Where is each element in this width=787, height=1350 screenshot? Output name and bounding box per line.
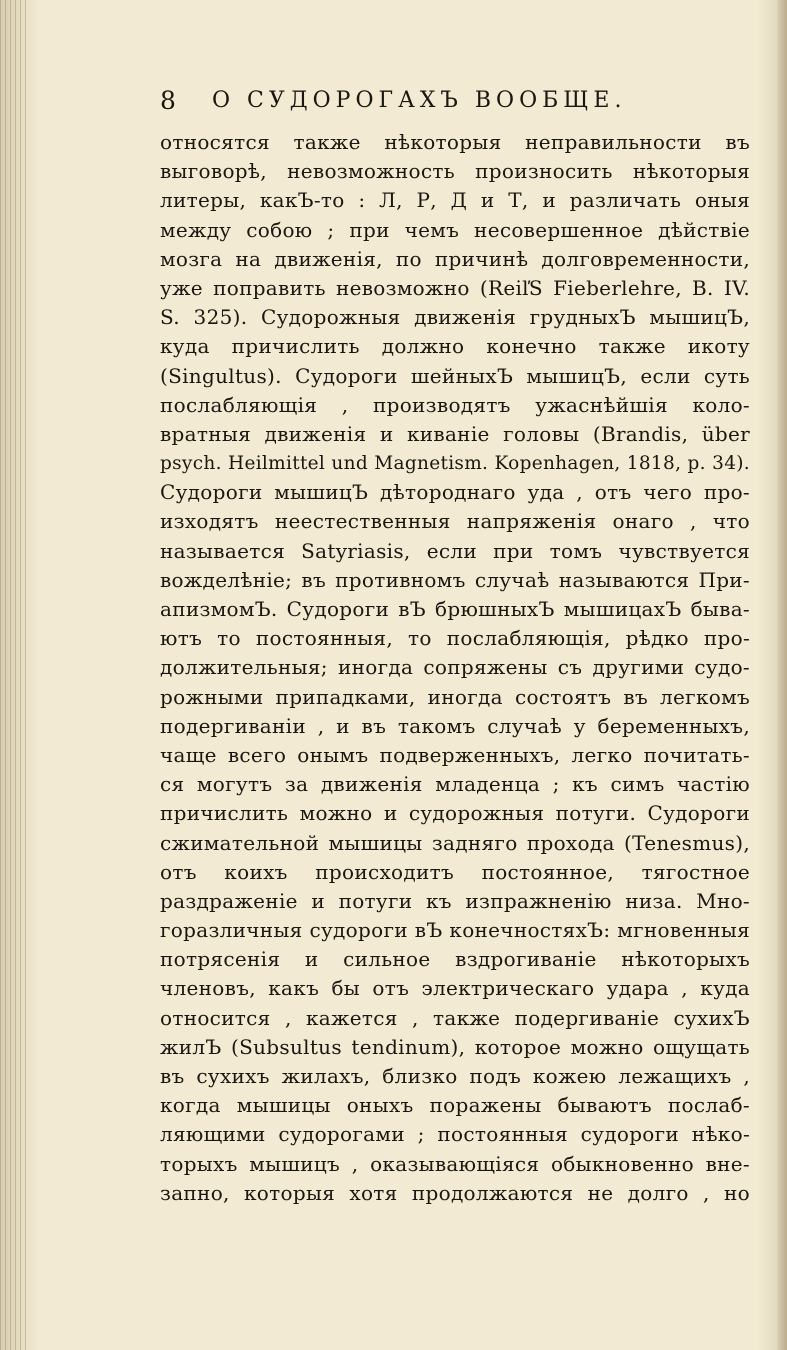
page-binding-edge [0, 0, 26, 1350]
text-line: запно, которыя хотя продолжаются не долго , но [160, 1180, 750, 1205]
text-line: относится , кажется , также подергиваніе сухихЪ [160, 1005, 750, 1030]
text-line: горазличныя судороги вЪ конечностяхЪ: мгновенныя [160, 918, 750, 943]
text-line: между собою ; при чемъ несовершенное дѣйствіе [160, 217, 750, 242]
text-line: psych. Heilmittel und Magnetism. Kopenhagen, 1818, p. 34). [160, 453, 750, 475]
text-line: уже поправить невозможно (ReiľS Fieberlehre, B. IV. [160, 275, 750, 300]
text-line: подергиваніи , и въ такомъ случаѣ у беременныхъ, [160, 713, 750, 738]
text-line: торыхъ мышицъ , оказывающіяся обыкновенно вне- [160, 1151, 750, 1176]
text-line: ляющими судорогами ; постоянныя судороги нѣко- [160, 1122, 750, 1147]
page-header [160, 86, 630, 122]
text-line: изходятъ неестественныя напряженія онаго , что [160, 509, 750, 534]
text-line: сжимательной мышицы задняго прохода (Tenesmus), [160, 830, 750, 855]
text-line: раздраженіе и потуги къ изпражненію низа. Мно- [160, 888, 750, 913]
text-line: жилЪ (Subsultus tendinum), которое можно ощущать [160, 1034, 750, 1059]
text-line: ютъ то постоянныя, то послабляющія, рѣдко про- [160, 626, 750, 651]
text-line: апизмомЪ. Судороги вЪ брюшныхЪ мышицахЪ быва- [160, 597, 750, 621]
text-line: причислить можно и судорожныя потуги. Судороги [160, 801, 750, 826]
text-line: выговорѣ, невозможность произносить нѣкоторыя [160, 159, 750, 184]
text-line: относятся также нѣкоторыя неправильности въ [160, 130, 750, 154]
text-line: Судороги мышицЪ дѣтороднаго уда , отъ чего про- [160, 480, 750, 505]
text-line: вожделѣніе; въ противномъ случаѣ называются При- [160, 567, 750, 592]
text-line: послабляющія , производятъ ужаснѣйшія коло- [160, 392, 750, 417]
text-line: должительныя; иногда сопряжены съ другими судо- [160, 655, 750, 680]
text-line: ся могутъ за движенія младенца ; къ симъ частію [160, 772, 750, 797]
text-line: мозга на движенія, по причинѣ долговременности, [160, 246, 750, 271]
text-line: потрясенія и сильное вздрогиваніе нѣкоторыхъ [160, 947, 750, 972]
body-text [160, 128, 750, 1208]
text-line: S. 325). Судорожныя движенія грудныхЪ мышицЪ, [160, 305, 750, 330]
text-line: (Singultus). Судороги шейныхЪ мышицЪ, если суть [160, 363, 750, 388]
page-right-edge [777, 0, 787, 1350]
text-line: куда причислить должно конечно также икоту [160, 334, 750, 359]
text-line: литеры, какЪ-то : Л, Р, Д и Т, и различать оныя [160, 188, 750, 213]
text-line: членовъ, какъ бы отъ электрическаго удара , куда [160, 976, 750, 1001]
text-line: въ сухихъ жилахъ, близко подъ кожею лежащихъ , [160, 1064, 750, 1088]
text-line: чаще всего онымъ подверженныхъ, легко почитать- [160, 742, 750, 767]
page-number: 8 [160, 86, 176, 115]
text-line: отъ коихъ происходитъ постоянное, тягостное [160, 859, 750, 884]
running-title: О СУДОРОГАХЪ ВООБЩЕ. [212, 88, 627, 113]
text-line: вратныя движенія и киваніе головы (Brandis, über [160, 421, 750, 446]
text-line: рожными припадками, иногда состоятъ въ легкомъ [160, 684, 750, 709]
text-line: когда мышицы оныхъ поражены бываютъ послаб- [160, 1093, 750, 1118]
text-line: называется Satyriasis, если при томъ чувствуется [160, 538, 750, 563]
